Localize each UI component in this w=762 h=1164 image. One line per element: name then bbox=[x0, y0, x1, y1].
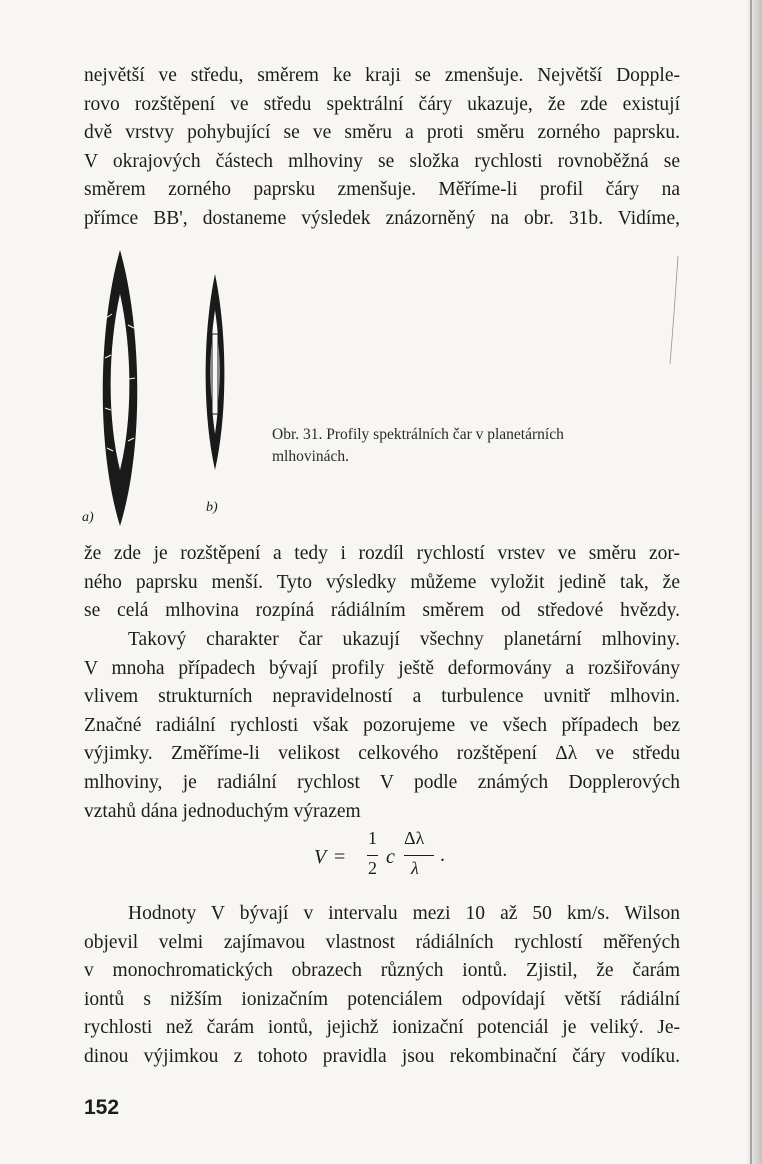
formula-end: . bbox=[440, 844, 445, 866]
paragraph-3 bbox=[84, 626, 680, 826]
figure-label-a: a) bbox=[82, 510, 94, 525]
paragraph-1 bbox=[84, 62, 680, 234]
caption-line: mlhovinách. bbox=[272, 448, 350, 465]
text-line: vlivem strukturních nepravidelností a turbulence uvnitř mlhovin. bbox=[84, 686, 680, 708]
text-line: rovo rozštěpení ve středu spektrální čáry ukazuje, že zde existují bbox=[84, 93, 680, 115]
formula-lhs: V bbox=[314, 846, 327, 868]
text-line: největší ve středu, směrem ke kraji se zmenšuje. Největší Dopple- bbox=[84, 65, 680, 86]
text-line: dvě vrstvy pohybující se ve směru a proti směru zorného paprsku. bbox=[84, 122, 680, 144]
spectral-line-profile-b bbox=[200, 272, 230, 472]
figure-caption bbox=[272, 424, 672, 468]
formula-frac1-bar bbox=[367, 855, 378, 856]
text-line: dinou výjimkou z tohoto pravidla jsou rekombinační čáry vodíku. bbox=[84, 1045, 680, 1067]
text-line: vztahů dána jednoduchým výrazem bbox=[84, 800, 361, 822]
text-line: rychlosti než čarám iontů, jejichž ionizační potenciál je veliký. Je- bbox=[84, 1017, 680, 1039]
formula-frac1-numerator: 1 bbox=[368, 828, 377, 848]
text-line: výjimky. Změříme-li velikost celkového rozštěpení Δλ ve středu bbox=[84, 743, 680, 765]
text-line: směrem zorného paprsku zmenšuje. Měříme-li profil čáry na bbox=[84, 179, 680, 201]
stray-mark bbox=[664, 256, 684, 364]
text-line: iontů s nižším ionizačním potenciálem odpovídají větší rádiální bbox=[84, 988, 680, 1010]
formula-equals: = bbox=[334, 846, 346, 868]
text-line: V okrajových částech mlhoviny se složka rychlosti rovnoběžná se bbox=[84, 150, 680, 172]
text-line: V mnoha případech bývají profily ještě deformovány a rozšiřovány bbox=[84, 657, 680, 679]
formula-c: c bbox=[386, 846, 395, 868]
caption-line: Obr. 31. Profily spektrálních čar v planetárních bbox=[272, 426, 564, 443]
formula-frac2-denominator: λ bbox=[411, 858, 419, 878]
page-number: 152 bbox=[84, 1096, 120, 1119]
text-line: v monochromatických obrazech různých iontů. Zjistil, že čarám bbox=[84, 960, 680, 982]
spectral-line-profile-a bbox=[92, 248, 148, 530]
doppler-formula bbox=[314, 828, 454, 892]
figure-label-b: b) bbox=[206, 500, 218, 515]
text-line: Hodnoty V bývají v intervalu mezi 10 až 50 km/s. Wilson bbox=[128, 903, 680, 924]
text-line: Značné radiální rychlosti však pozorujeme ve všech případech bez bbox=[84, 714, 680, 736]
formula-frac2-bar bbox=[404, 855, 434, 856]
formula-frac1-denominator: 2 bbox=[368, 858, 377, 878]
text-line: se celá mlhovina rozpíná rádiálním směrem od středové hvězdy. bbox=[84, 600, 680, 622]
text-line: že zde je rozštěpení a tedy i rozdíl rychlostí vrstev ve směru zor- bbox=[84, 543, 680, 564]
formula-frac2-numerator: Δλ bbox=[404, 828, 425, 848]
page-edge-shadow bbox=[746, 0, 762, 1164]
paragraph-4 bbox=[84, 900, 680, 1072]
text-line: mlhoviny, je radiální rychlost V podle známých Dopplerových bbox=[84, 771, 680, 793]
text-line: přímce BB', dostaneme výsledek znázorněný na obr. 31b. Vidíme, bbox=[84, 207, 680, 229]
text-line: objevil velmi zajímavou vlastnost rádiálních rychlostí měřených bbox=[84, 931, 680, 953]
text-line: Takový charakter čar ukazují všechny planetární mlhoviny. bbox=[128, 629, 680, 650]
paragraph-2 bbox=[84, 540, 680, 626]
text-line: ného paprsku menší. Tyto výsledky můžeme vyložit jedině tak, že bbox=[84, 571, 680, 593]
